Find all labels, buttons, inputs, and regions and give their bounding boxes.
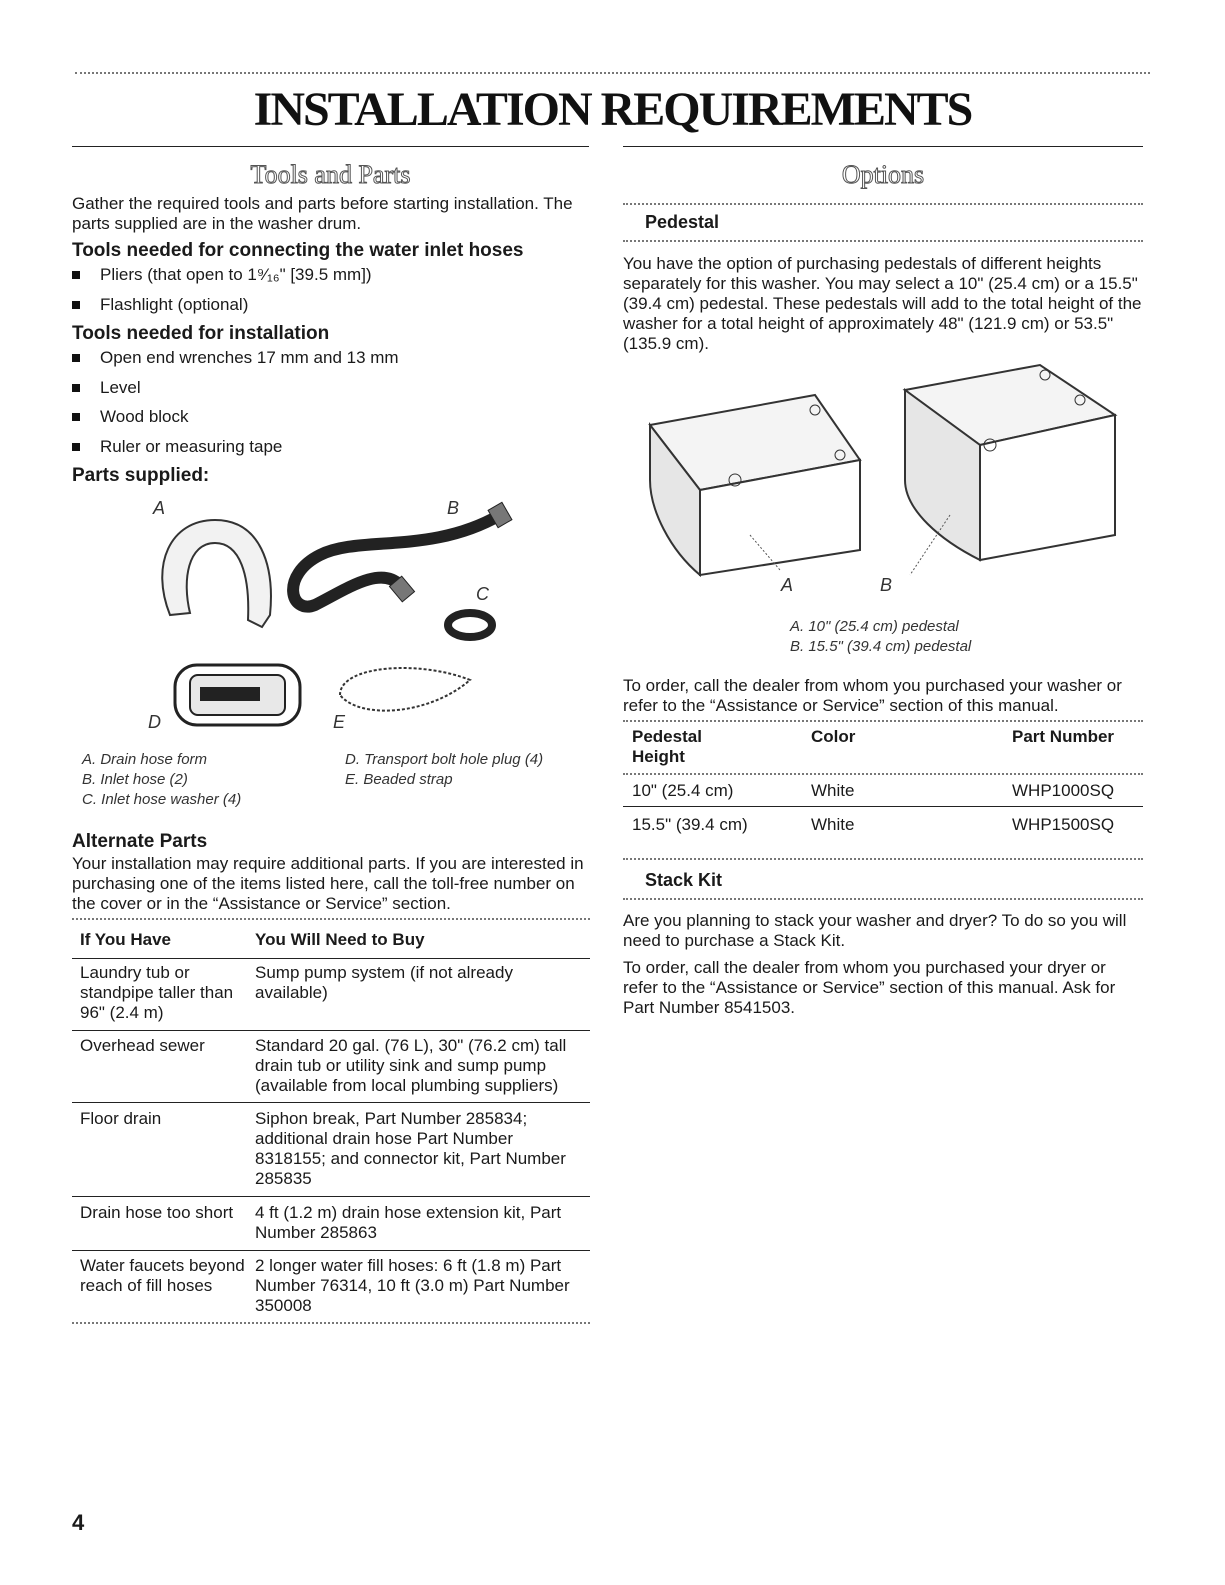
parts-caption-e: E. Beaded strap bbox=[345, 771, 453, 788]
table-cell: Siphon break, Part Number 285834; additional drain hose Part Number 8318155; and connector kit, Part Number 285835 bbox=[255, 1109, 566, 1188]
table-cell: Overhead sewer bbox=[80, 1036, 205, 1055]
right-section-rule bbox=[623, 146, 1143, 147]
pedestal-caption-a: A. 10" (25.4 cm) pedestal bbox=[790, 618, 959, 635]
table-header: Part Number bbox=[1012, 727, 1115, 746]
table-cell: Drain hose too short bbox=[80, 1203, 234, 1222]
part-label-e: E bbox=[333, 712, 346, 732]
table-cell: White bbox=[811, 781, 855, 800]
inlet-hose-washer-drawing bbox=[448, 613, 492, 637]
table-cell: Laundry tub or standpipe taller than 96" (2.4 m) bbox=[80, 963, 234, 1022]
alternate-parts-heading: Alternate Parts bbox=[72, 831, 208, 852]
table-cell: White bbox=[811, 815, 855, 834]
pedestal-heading: Pedestal bbox=[645, 212, 720, 232]
stack-kit-text: Are you planning to stack your washer and dryer? To do so you will need to purchase a Stack Kit. bbox=[623, 911, 1127, 950]
pedestal-description: You have the option of purchasing pedestals of different heights separately for this washer. You may select a 10" (25.4 cm) or a 15.5" (39.4 cm) pedestal. These pedestals will add to the total height of the washer for a total height of approximately 48" (121.9 cm) or 53.5" (135.9 cm). bbox=[623, 254, 1142, 353]
pedestal-10-drawing bbox=[650, 395, 860, 575]
parts-caption-d: D. Transport bolt hole plug (4) bbox=[345, 751, 544, 768]
table-header: Color bbox=[811, 727, 856, 746]
top-divider bbox=[75, 72, 1150, 74]
table-cell: Water faucets beyond reach of fill hoses bbox=[80, 1256, 245, 1295]
pedestal-order-text: To order, call the dealer from whom you purchased your washer or refer to the “Assistance or Service” section of this manual. bbox=[623, 676, 1122, 715]
table-cell: Sump pump system (if not already available) bbox=[255, 963, 513, 1002]
alternate-parts-intro: Your installation may require additional parts. If you are interested in purchasing one of the items listed here, call the toll-free number on the cover or in the “Assistance or Service” section. bbox=[72, 854, 584, 913]
parts-caption-c: C. Inlet hose washer (4) bbox=[82, 791, 242, 808]
pedestal-illustration bbox=[640, 360, 1120, 590]
table-header: Pedestal Height bbox=[632, 727, 702, 766]
table-cell: 10" (25.4 cm) bbox=[632, 781, 734, 800]
tools-parts-heading: Tools and Parts bbox=[250, 160, 411, 189]
pedestal-label-b: B bbox=[880, 575, 893, 595]
table-cell: 2 longer water fill hoses: 6 ft (1.8 m) Part Number 76314, 10 ft (3.0 m) Part Number 350008 bbox=[255, 1256, 570, 1315]
install-tools-heading: Tools needed for installation bbox=[72, 323, 330, 344]
table-cell: WHP1000SQ bbox=[1012, 781, 1115, 800]
tools-intro: Gather the required tools and parts before starting installation. The parts supplied are in the washer drum. bbox=[72, 194, 573, 233]
pedestal-caption-b: B. 15.5" (39.4 cm) pedestal bbox=[790, 638, 972, 655]
table-cell: 15.5" (39.4 cm) bbox=[632, 815, 748, 834]
table-cell: 4 ft (1.2 m) drain hose extension kit, Part Number 285863 bbox=[255, 1203, 562, 1242]
stack-kit-order-text: To order, call the dealer from whom you purchased your dryer or refer to the “Assistance or Service” section of this manual. Ask for Part Number 8541503. bbox=[623, 958, 1116, 1017]
drain-hose-form-drawing bbox=[162, 520, 271, 627]
part-label-d: D bbox=[148, 712, 161, 732]
pedestal-15-drawing bbox=[905, 365, 1115, 560]
stack-kit-heading: Stack Kit bbox=[645, 870, 723, 890]
hoses-tools-heading: Tools needed for connecting the water inlet hoses bbox=[72, 240, 524, 261]
table-cell: WHP1500SQ bbox=[1012, 815, 1115, 834]
options-heading: Options bbox=[841, 160, 925, 189]
parts-caption-b: B. Inlet hose (2) bbox=[82, 771, 188, 788]
parts-supplied-heading: Parts supplied: bbox=[72, 465, 210, 486]
pedestal-label-a: A bbox=[781, 575, 794, 595]
page-number: 4 bbox=[72, 1510, 85, 1535]
table-header: You Will Need to Buy bbox=[255, 930, 425, 949]
part-label-b: B bbox=[447, 498, 460, 518]
table-header: If You Have bbox=[80, 930, 172, 949]
table-cell: Standard 20 gal. (76 L), 30" (76.2 cm) tall drain tub or utility sink and sump pump (available from local plumbing suppliers) bbox=[255, 1036, 567, 1095]
part-label-c: C bbox=[476, 584, 489, 604]
parts-caption-a: A. Drain hose form bbox=[82, 751, 208, 768]
part-label-a: A bbox=[153, 498, 166, 518]
left-section-rule bbox=[72, 146, 589, 147]
page-title: INSTALLATION REQUIREMENTS bbox=[253, 83, 972, 136]
parts-illustration bbox=[130, 495, 550, 735]
table-cell: Floor drain bbox=[80, 1109, 162, 1128]
beaded-strap-drawing bbox=[340, 668, 470, 711]
